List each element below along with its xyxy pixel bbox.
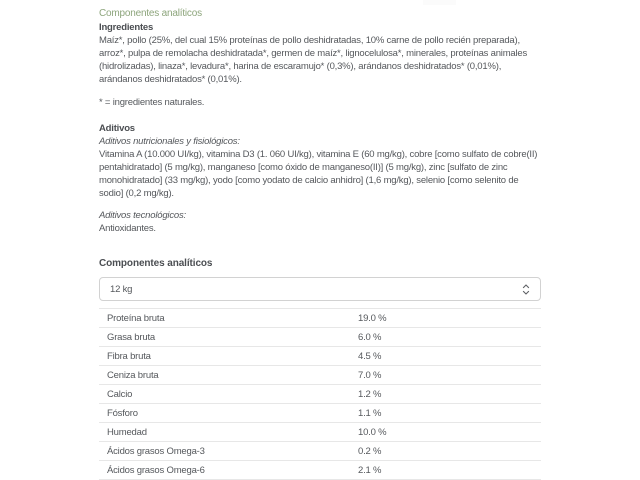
row-label: Calcio — [107, 388, 133, 400]
ingredients-text: Maíz*, pollo (25%, del cual 15% proteínas de pollo deshidratadas, 10% carne de pollo recién preparada), arroz*, pulpa de remolacha deshidratada*, germen de maíz*, lignocelulosa*, minerales, proteínas animales (hidrolizadas), linaza*, levadura*, harina de escaramujo* (0,3%), arándanos deshidratados* (0,01%), arándanos deshidratados* (0,01%). — [99, 35, 528, 85]
row-value: 4.5 % — [358, 350, 382, 362]
selected-variant-label: 12 kg — [110, 283, 133, 295]
row-label: Fibra bruta — [107, 350, 151, 362]
product-details-panel — [99, 7, 541, 480]
table-row — [99, 460, 541, 479]
additives-heading: Aditivos — [99, 123, 135, 134]
technological-additives-label: Aditivos tecnológicos: — [99, 210, 186, 221]
row-label: Ácidos grasos Omega-6 — [107, 464, 205, 476]
row-value: 1.2 % — [358, 388, 382, 400]
row-value: 7.0 % — [358, 369, 382, 381]
row-label: Proteína bruta — [107, 312, 165, 324]
row-label: Ceniza bruta — [107, 369, 159, 381]
analytical-components-heading: Componentes analíticos — [99, 258, 213, 269]
table-row — [99, 422, 541, 441]
table-row — [99, 384, 541, 403]
natural-ingredients-note: * = ingredientes naturales. — [99, 97, 205, 108]
table-row — [99, 327, 541, 346]
table-row — [99, 403, 541, 422]
row-value: 2.1 % — [358, 464, 382, 476]
table-row — [99, 441, 541, 460]
select-updown-chevron-icon — [522, 283, 530, 296]
cutoff-element — [423, 0, 456, 5]
nutritional-additives-label: Aditivos nutricionales y fisiológicos: — [99, 136, 240, 147]
row-label: Humedad — [107, 426, 147, 438]
table-row — [99, 346, 541, 365]
row-value: 1.1 % — [358, 407, 382, 419]
analytical-components-anchor-link[interactable]: Componentes analíticos — [99, 8, 202, 19]
technological-additives-text: Antioxidantes. — [99, 223, 156, 234]
row-value: 6.0 % — [358, 331, 382, 343]
ingredients-heading: Ingredientes — [99, 22, 154, 33]
row-value: 0.2 % — [358, 445, 382, 457]
variant-size-select[interactable] — [99, 277, 541, 301]
row-value: 19.0 % — [358, 312, 387, 324]
table-row — [99, 308, 541, 327]
row-label: Grasa bruta — [107, 331, 155, 343]
row-label: Ácidos grasos Omega-3 — [107, 445, 205, 457]
additives-section — [99, 122, 541, 235]
analytical-components-table — [99, 308, 541, 480]
row-value: 10.0 % — [358, 426, 387, 438]
nutritional-additives-text: Vitamina A (10.000 UI/kg), vitamina D3 (1. 060 UI/kg), vitamina E (60 mg/kg), cobre [como sulfato de cobre(II) pentahidratado] (5 mg/kg), manganeso [como óxido de manganeso(II)] (5 mg/kg), zinc [sulfato de zinc monohidratado] (33 mg/kg), yodo [como yodato de calcio anhidro] (1,6 mg/kg), selenio [como selenito de sodio] (0,2 mg/kg). — [99, 149, 538, 199]
table-row — [99, 365, 541, 384]
row-label: Fósforo — [107, 407, 138, 419]
